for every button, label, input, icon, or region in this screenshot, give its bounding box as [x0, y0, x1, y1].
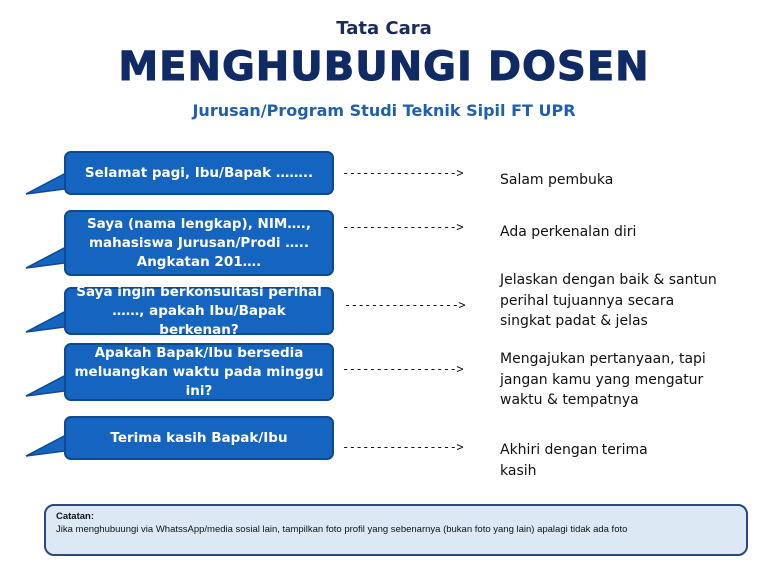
page-title: MENGHUBUNGI DOSEN — [118, 44, 650, 90]
speech-bubble-greeting: Selamat pagi, Ibu/Bapak …….. — [64, 151, 334, 195]
step-description: Ada perkenalan diri — [500, 224, 637, 240]
note-text: Jika menghubuungi via WhatssApp/media sosial lain, tampilkan foto profil yang sebenarnya (bukan foto yang lain) apalagi tidak ada foto — [56, 524, 628, 535]
step-description: Mengajukan pertanyaan, tapi jangan kamu yang mengatur waktu & tempatnya — [500, 351, 706, 408]
speech-bubble-consultation: Saya ingin berkonsultasi perihal ……, apakah Ibu/Bapak berkenan? — [64, 287, 334, 335]
header-top-title: Tata Cara — [336, 18, 432, 39]
speech-bubble-introduction: Saya (nama lengkap), NIM…., mahasiswa Jurusan/Prodi ….. Angkatan 201…. — [64, 210, 334, 276]
step-description: Akhiri dengan terima kasih — [500, 442, 648, 479]
speech-bubble-thanks: Terima kasih Bapak/Ibu — [64, 416, 334, 460]
note-box — [44, 504, 748, 556]
note-title: Catatan: — [56, 511, 95, 522]
dashed-arrow: -----------------> — [342, 440, 464, 454]
dashed-arrow: -----------------> — [342, 166, 464, 180]
speech-bubble-availability: Apakah Bapak/Ibu bersedia meluangkan waktu pada minggu ini? — [64, 343, 334, 401]
step-description: Salam pembuka — [500, 172, 614, 188]
dashed-arrow: -----------------> — [342, 362, 464, 376]
step-description: Jelaskan dengan baik & santun perihal tujuannya secara singkat padat & jelas — [500, 272, 717, 329]
page-subtitle: Jurusan/Program Studi Teknik Sipil FT UPR — [192, 101, 576, 120]
dashed-arrow: -----------------> — [344, 298, 466, 312]
dashed-arrow: -----------------> — [342, 220, 464, 234]
